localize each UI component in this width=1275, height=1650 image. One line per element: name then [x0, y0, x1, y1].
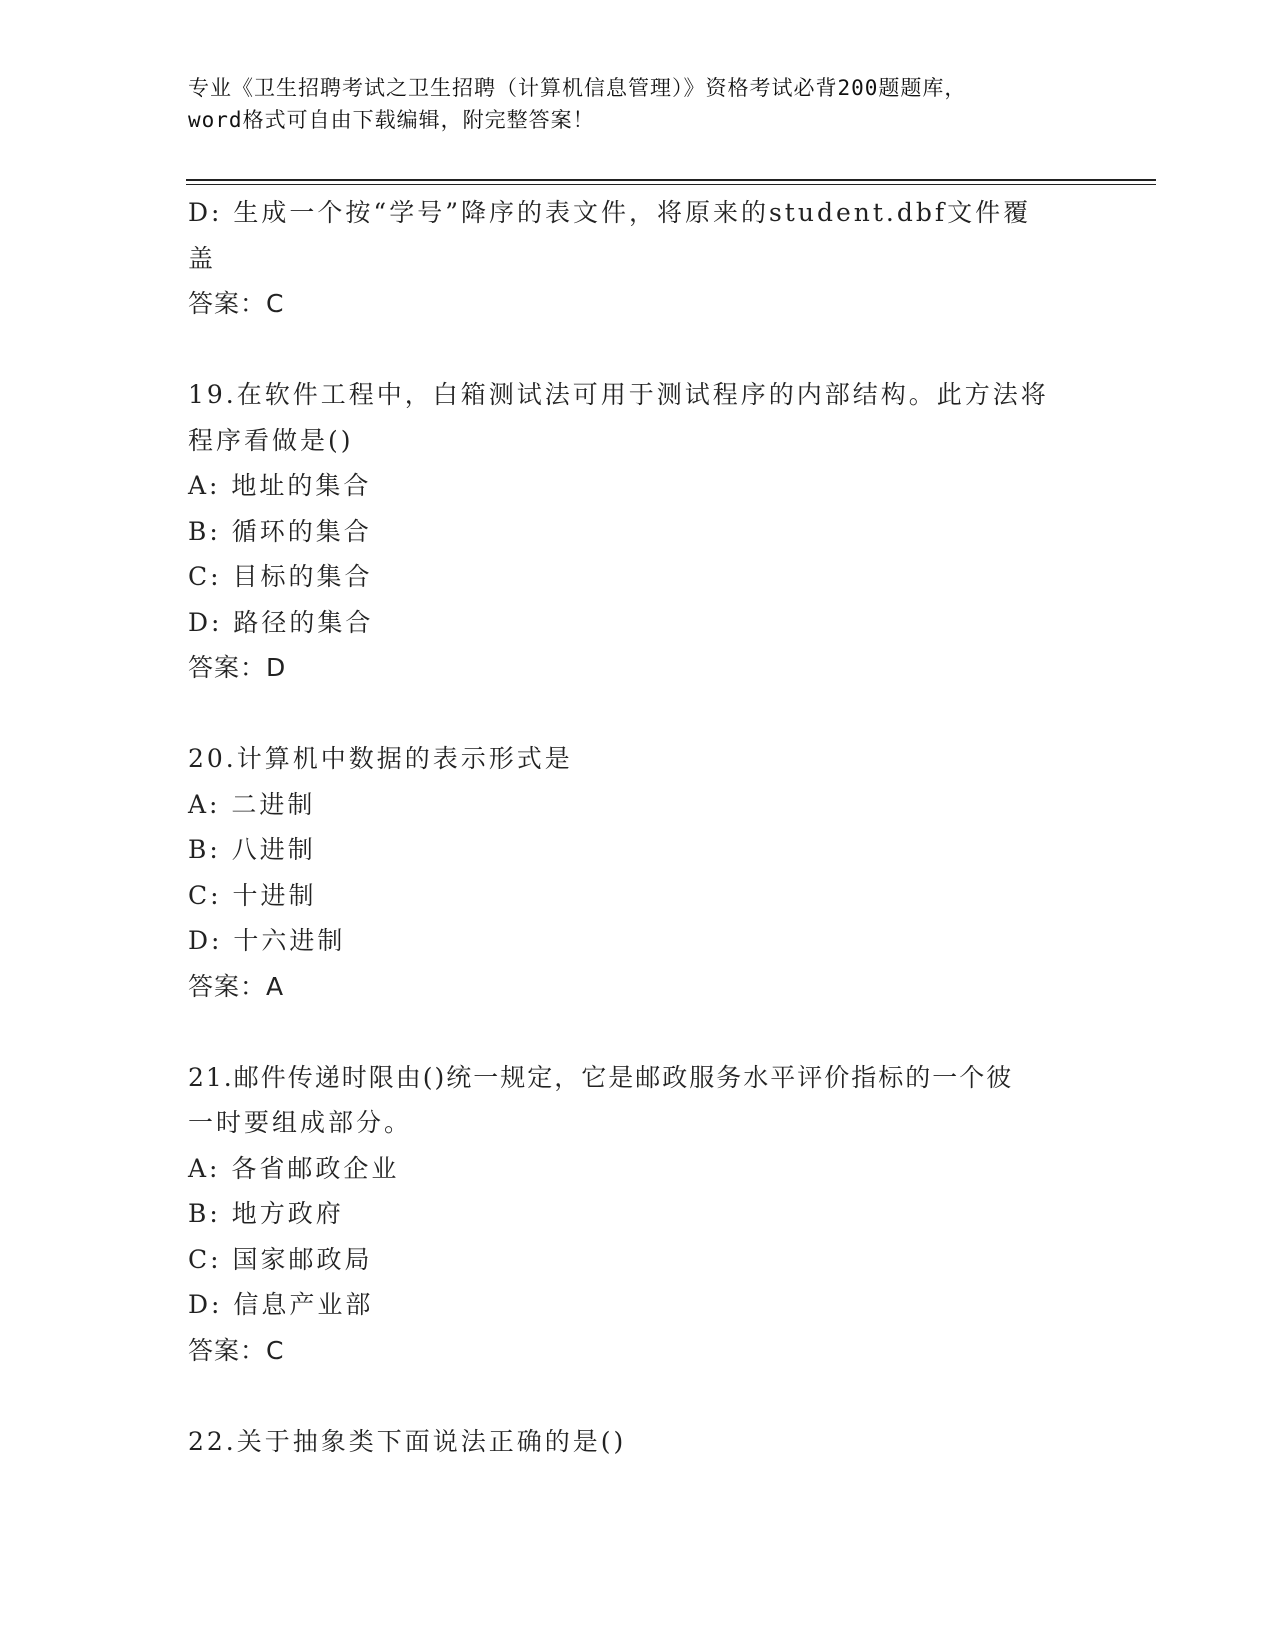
option-d-continuation: 盖 — [188, 243, 217, 273]
option-d: D: 十六进制 — [188, 926, 346, 955]
question-21 — [188, 1055, 1088, 1374]
question-list — [188, 190, 1088, 1464]
question-18 — [188, 190, 1088, 327]
option-c: C: 国家邮政局 — [188, 1244, 373, 1274]
question-stem: 20.计算机中数据的表示形式是 — [188, 744, 573, 773]
question-stem: 22.关于抽象类下面说法正确的是() — [188, 1426, 627, 1456]
header-line-1: 专业《卫生招聘考试之卫生招聘（计算机信息管理）》资格考试必背200题题库， — [188, 76, 967, 100]
spacer — [188, 691, 1088, 737]
header-rule-thin — [186, 184, 1156, 185]
answer: 答案：D — [188, 653, 287, 682]
option-c: C: 目标的集合 — [188, 562, 373, 591]
answer: 答案：A — [188, 971, 285, 1001]
option-d: D: 生成一个按“学号”降序的表文件，将原来的student.dbf文件覆 — [188, 198, 1032, 227]
option-b: B: 地方政府 — [188, 1199, 344, 1228]
option-a: A: 地址的集合 — [188, 471, 372, 500]
option-b: B: 循环的集合 — [188, 516, 372, 546]
option-c: C: 十进制 — [188, 880, 317, 910]
question-20 — [188, 736, 1088, 1009]
header-rule-thick — [186, 179, 1156, 181]
spacer — [188, 1009, 1088, 1055]
question-stem-continuation: 程序看做是() — [188, 425, 354, 455]
option-b: B: 八进制 — [188, 835, 316, 864]
document-header — [188, 72, 1088, 136]
question-stem-continuation: 一时要组成部分。 — [188, 1108, 413, 1137]
question-stem: 21.邮件传递时限由()统一规定，它是邮政服务水平评价指标的一个彼 — [188, 1062, 1014, 1092]
answer: 答案：C — [188, 1335, 285, 1365]
option-d: D: 信息产业部 — [188, 1290, 374, 1319]
question-19 — [188, 372, 1088, 691]
answer: 答案：C — [188, 289, 285, 318]
header-line-2: word格式可自由下载编辑，附完整答案！ — [188, 108, 595, 132]
question-22 — [188, 1419, 1088, 1465]
spacer — [188, 327, 1088, 373]
option-d: D: 路径的集合 — [188, 607, 374, 637]
spacer — [188, 1373, 1088, 1419]
question-stem: 19.在软件工程中，白箱测试法可用于测试程序的内部结构。此方法将 — [188, 380, 1049, 409]
option-a: A: 二进制 — [188, 789, 316, 819]
option-a: A: 各省邮政企业 — [188, 1153, 400, 1183]
